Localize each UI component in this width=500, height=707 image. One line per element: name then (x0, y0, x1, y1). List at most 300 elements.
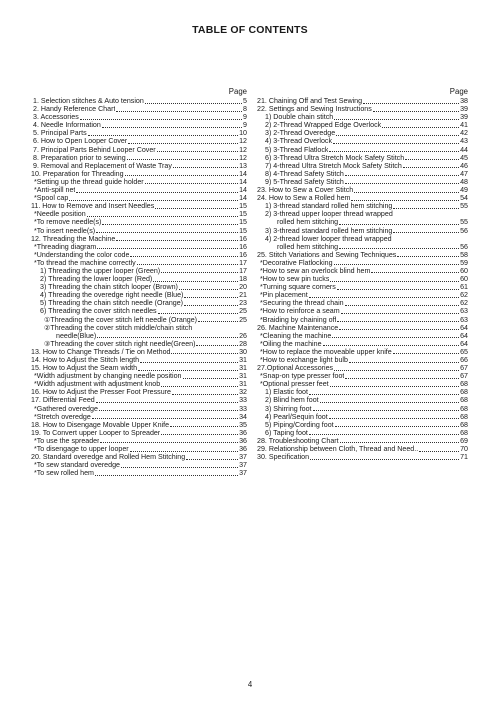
toc-entry (257, 283, 468, 291)
dot-leader (145, 103, 242, 104)
toc-entry-page: 46 (460, 161, 468, 170)
toc-entry (31, 235, 247, 243)
toc-entry (31, 421, 247, 429)
toc-entry (257, 186, 468, 194)
dot-leader (330, 281, 459, 282)
toc-entry-title: 3) Shirring foot (265, 404, 312, 413)
dot-leader (80, 119, 242, 120)
toc-entry-title: *Cleaning the machine (260, 331, 332, 340)
toc-entry (31, 437, 247, 445)
toc-entry-page: 25 (239, 315, 247, 324)
toc-entry-page: 56 (460, 242, 468, 251)
toc-entry-page: 36 (239, 428, 247, 437)
toc-entry-title: 4) 3-Thread Overlock (265, 137, 333, 146)
toc-entry-title: 18. How to Disengage Movable Upper Knife (31, 420, 170, 429)
toc-entry-page: 14 (239, 194, 247, 203)
toc-entry-page: 37 (239, 453, 247, 462)
toc-entry-page: 68 (460, 412, 468, 421)
dot-leader (161, 272, 238, 273)
dot-leader (179, 289, 238, 290)
dot-leader (330, 386, 459, 387)
toc-entry-page: 66 (460, 356, 468, 364)
dot-leader (345, 378, 459, 379)
toc-entry-page: 31 (239, 364, 247, 373)
toc-entry (31, 162, 247, 170)
toc-entry-title: 3) Threading the chain stitch looper (Brown) (40, 283, 178, 292)
toc-entry (31, 316, 247, 324)
toc-entry (31, 348, 247, 356)
toc-entry (257, 405, 468, 413)
toc-entry (257, 113, 468, 121)
toc-entry-title: *How to replace the moveable upper knife (260, 347, 392, 356)
toc-entry-title: *Setting up the thread guide holder (34, 177, 144, 186)
dot-leader (339, 224, 459, 225)
toc-entry-page: 39 (460, 113, 468, 122)
toc-entry-title: 6) Taping foot (265, 428, 308, 437)
toc-entry (31, 121, 247, 129)
dot-leader (184, 305, 238, 306)
toc-entry-page: 10 (239, 129, 247, 138)
dot-leader (157, 151, 238, 152)
toc-entry-page: 56 (460, 226, 468, 235)
toc-entry (31, 372, 247, 380)
toc-entry-title: ①Threading the cover stitch left needle (Orange) (44, 315, 198, 324)
page-column-header: Page (449, 87, 468, 96)
toc-entry-title: *Decorative Flatlocking (260, 258, 333, 267)
dot-leader (309, 297, 459, 298)
toc-entry-page: 26 (239, 331, 247, 340)
toc-entry (31, 113, 247, 121)
dot-leader (102, 224, 238, 225)
dot-leader (397, 256, 459, 257)
toc-entry-title: *Turning square corners (260, 283, 336, 292)
toc-entry-page: 35 (239, 420, 247, 429)
toc-entry-page: 37 (239, 469, 247, 478)
toc-entry-title: rolled hem stitching (277, 218, 339, 227)
toc-entry-page: 58 (460, 250, 468, 259)
dot-leader (329, 418, 459, 419)
dot-leader (349, 362, 459, 363)
toc-entry-page: 36 (239, 445, 247, 454)
toc-entry-title: 20. Standard overedge and Rolled Hem Stitching (31, 453, 186, 462)
toc-entry-title: *To sew rolled hem (34, 469, 94, 478)
dot-leader (363, 103, 459, 104)
toc-entry (257, 356, 468, 364)
dot-leader (345, 175, 459, 176)
toc-entry-title: 8) 4-Thread Safety Stitch (265, 169, 344, 178)
toc-entry-page: 63 (460, 315, 468, 324)
dot-leader (153, 281, 238, 282)
toc-entry-title: 1. Selection stitches & Auto tension (33, 97, 144, 105)
toc-entry (31, 105, 247, 113)
dot-leader (329, 151, 459, 152)
toc-right-list (257, 97, 468, 461)
dot-leader (405, 159, 459, 160)
toc-entry (257, 332, 468, 340)
toc-entry-title: *To disengage to upper looper (34, 445, 129, 454)
toc-entry-page: 17 (239, 266, 247, 275)
toc-entry (257, 380, 468, 388)
dot-leader (145, 183, 238, 184)
toc-entry-page: 15 (239, 210, 247, 219)
toc-entry-page: 31 (239, 380, 247, 389)
toc-entry (31, 218, 247, 226)
toc-entry (31, 154, 247, 162)
toc-entry-page: 16 (239, 242, 247, 251)
toc-entry-title: ②Threading the cover stitch middle/chain stitch (44, 323, 193, 332)
toc-entry-title: 8. Preparation prior to sewing (33, 153, 126, 162)
dot-leader (69, 200, 238, 201)
dot-leader (172, 394, 238, 395)
toc-entry (31, 307, 247, 315)
toc-entry (257, 267, 468, 275)
toc-entry-title: 5) Threading the chain stitch needle (Orange) (40, 299, 184, 308)
toc-entry-page: 48 (460, 177, 468, 186)
toc-entry-page: 68 (460, 420, 468, 429)
dot-leader (393, 208, 459, 209)
toc-entry-page: 43 (460, 137, 468, 146)
toc-entry (31, 243, 247, 251)
toc-entry-page: 70 (460, 445, 468, 454)
toc-entry-title: *Gathered overedge (34, 404, 98, 413)
toc-right-column (257, 86, 468, 461)
toc-entry-title: *To sew standard overedge (34, 461, 120, 470)
toc-entry-page: 55 (460, 218, 468, 227)
toc-entry-title: 22. Settings and Sewing Instructions (257, 105, 372, 114)
toc-entry-title: 17. Differential Feed (31, 396, 95, 405)
dot-leader (373, 111, 459, 112)
toc-entry (31, 299, 247, 307)
dot-leader (138, 370, 238, 371)
toc-entry-page: 39 (460, 105, 468, 114)
toc-entry-page: 59 (460, 258, 468, 267)
dot-leader (351, 200, 459, 201)
toc-entry (31, 186, 247, 194)
dot-leader (403, 167, 459, 168)
page-column-header: Page (228, 87, 247, 96)
toc-entry-page: 55 (460, 202, 468, 211)
toc-entry (31, 429, 247, 437)
toc-entry-title: 1) Double chain stitch (265, 113, 334, 122)
toc-entry (31, 356, 247, 364)
toc-entry-page: 68 (460, 388, 468, 397)
dot-leader (309, 394, 459, 395)
toc-entry (257, 251, 468, 259)
toc-entry-title: 16. How to Adjust the Presser Foot Pressure (31, 388, 171, 397)
dot-leader (97, 248, 238, 249)
toc-entry-page: 38 (460, 97, 468, 105)
dot-leader (310, 459, 459, 460)
toc-entry (31, 340, 247, 348)
toc-entry-page: 21 (239, 291, 247, 300)
dot-leader (309, 434, 459, 435)
toc-entry-title: *Snap-on type presser foot (260, 372, 345, 381)
dot-leader (92, 418, 238, 419)
toc-entry (257, 121, 468, 129)
dot-leader (140, 362, 238, 363)
dot-leader (333, 143, 459, 144)
dot-leader (99, 410, 238, 411)
toc-entry-title: 3) 2-Thread Overedge (265, 129, 336, 138)
toc-entry-title: *Securing the thread chain (260, 299, 344, 308)
toc-entry (31, 405, 247, 413)
toc-entry-page: 68 (460, 404, 468, 413)
toc-entry-title: 3. Accessories (33, 113, 79, 122)
dot-leader (161, 386, 238, 387)
dot-leader (137, 264, 238, 265)
dot-leader (127, 159, 238, 160)
toc-entry (257, 348, 468, 356)
toc-entry (31, 97, 247, 105)
toc-entry-title: rolled hem stitching (277, 242, 339, 251)
toc-entry-title: 2) Blind hem foot (265, 396, 319, 405)
dot-leader (173, 167, 238, 168)
toc-entry (257, 340, 468, 348)
toc-entry-page: 36 (239, 436, 247, 445)
toc-entry-title: 11. How to Remove and Insert Needles (31, 202, 155, 211)
toc-entry (257, 97, 468, 105)
dot-leader (371, 272, 459, 273)
dot-leader (337, 289, 459, 290)
toc-entry-title: *Anti-spill net (34, 186, 76, 195)
toc-entry-page: 33 (239, 396, 247, 405)
dot-leader (198, 321, 238, 322)
toc-entry-page: 12 (239, 153, 247, 162)
toc-entry (257, 243, 468, 251)
dot-leader (341, 313, 459, 314)
toc-entry-title: 4) 2-thread lower looper thread wrapped (265, 234, 392, 243)
dot-leader (158, 313, 239, 314)
dot-leader (116, 240, 238, 241)
toc-left-column (31, 86, 247, 477)
toc-entry-page: 31 (239, 356, 247, 364)
toc-entry-title: 7. Principal Parts Behind Looper Cover (33, 145, 156, 154)
dot-leader (87, 216, 238, 217)
toc-entry-page: 64 (460, 331, 468, 340)
dot-leader (345, 305, 460, 306)
toc-entry-page: 14 (239, 177, 247, 186)
toc-entry (31, 259, 247, 267)
toc-entry-title: 14. How to Adjust the Stitch length (31, 356, 140, 364)
dot-leader (323, 345, 460, 346)
toc-entry (31, 137, 247, 145)
toc-entry-title: *To remove needle(s) (34, 218, 102, 227)
toc-entry (257, 372, 468, 380)
dot-leader (320, 402, 459, 403)
toc-entry-title: 15. How to Adjust the Seam width (31, 364, 138, 373)
toc-entry-page: 34 (239, 412, 247, 421)
dot-leader (184, 297, 238, 298)
toc-entry-title: 1) 3-thread standard rolled hem stitching (265, 202, 393, 211)
dot-leader (334, 119, 459, 120)
toc-entry (257, 178, 468, 186)
dot-leader (393, 232, 459, 233)
dot-leader (161, 434, 238, 435)
toc-entry-title: *Threading diagram (34, 242, 97, 251)
toc-entry (31, 445, 247, 453)
dot-leader (393, 353, 459, 354)
dot-leader (96, 402, 238, 403)
toc-entry-page: 28 (239, 339, 247, 348)
toc-entry (257, 413, 468, 421)
dot-leader (100, 442, 238, 443)
toc-entry-title: 19. To Convert upper Looper to Spreader (31, 428, 161, 437)
toc-entry-title: 1) Threading the upper looper (Green) (40, 266, 161, 275)
dot-leader (336, 135, 459, 136)
dot-leader (340, 442, 459, 443)
toc-entry-page: 9 (243, 121, 247, 130)
dot-leader (102, 127, 242, 128)
toc-entry-title: 4. Needle Information (33, 121, 101, 130)
toc-entry-title: *Understanding the color code (34, 250, 130, 259)
toc-entry-title: 27.Optional Accessories (257, 364, 334, 373)
toc-entry-title: *Optional presser feet (260, 380, 329, 389)
toc-entry (257, 307, 468, 315)
dot-leader (171, 353, 238, 354)
dot-leader (332, 337, 459, 338)
toc-entry-title: 6. How to Open Looper Cover (33, 137, 128, 146)
toc-entry-page: 60 (460, 266, 468, 275)
toc-entry-page: 18 (239, 275, 247, 284)
toc-entry-title: *Spool cap (34, 194, 69, 203)
toc-entry (257, 105, 468, 113)
toc-entry-page: 45 (460, 153, 468, 162)
toc-entry-page: 63 (460, 307, 468, 316)
dot-leader (419, 451, 459, 452)
toc-entry-title: 26. Machine Maintenance (257, 323, 339, 332)
dot-leader (97, 337, 238, 338)
dot-leader (196, 345, 238, 346)
toc-entry (257, 154, 468, 162)
toc-entry-page: 68 (460, 428, 468, 437)
toc-entry-page: 23 (239, 299, 247, 308)
toc-entry-page: 32 (239, 388, 247, 397)
dot-leader (96, 232, 238, 233)
toc-entry (31, 210, 247, 218)
toc-entry (257, 453, 468, 461)
toc-entry-page: 31 (239, 372, 247, 381)
toc-entry-title: *How to reinforce a seam (260, 307, 340, 316)
toc-entry-title: *To use the spreader (34, 436, 100, 445)
dot-leader (313, 410, 460, 411)
toc-entry (31, 251, 247, 259)
toc-entry-page: 15 (239, 226, 247, 235)
dot-leader (76, 192, 238, 193)
toc-entry-title: 21. Chaining Off and Test Sewing (257, 97, 363, 105)
toc-entry-page: 20 (239, 283, 247, 292)
toc-entry (31, 461, 247, 469)
dot-leader (170, 426, 238, 427)
toc-entry (31, 267, 247, 275)
dot-leader (183, 378, 239, 379)
dot-leader (382, 127, 459, 128)
toc-entry-title: *How to exchange light bulb (260, 356, 348, 364)
toc-entry (257, 275, 468, 283)
dot-leader (337, 321, 459, 322)
toc-entry-title: 12. Threading the Machine (31, 234, 116, 243)
toc-entry-page: 64 (460, 339, 468, 348)
toc-entry-title: 30. Specification (257, 453, 310, 462)
toc-entry (31, 283, 247, 291)
toc-entry-title: 5) 3-Thread Flatlock (265, 145, 329, 154)
toc-entry-title: 29. Relationship between Cloth, Thread and Need.. (257, 445, 419, 454)
toc-entry-title: *Needle position (34, 210, 86, 219)
toc-entry-page: 15 (239, 202, 247, 211)
toc-entry (31, 227, 247, 235)
toc-entry (257, 388, 468, 396)
toc-entry (31, 194, 247, 202)
toc-entry-page: 65 (460, 347, 468, 356)
toc-entry-title: 5. Principal Parts (33, 129, 87, 138)
dot-leader (128, 143, 238, 144)
toc-entry-page: 12 (239, 137, 247, 146)
toc-entry-page: 61 (460, 283, 468, 292)
dot-leader (121, 467, 238, 468)
toc-entry (31, 396, 247, 404)
dot-leader (334, 370, 459, 371)
toc-entry-title: 1) Elastic foot (265, 388, 308, 397)
toc-entry-title: 2) 3-thread upper looper thread wrapped (265, 210, 393, 219)
toc-entry (257, 137, 468, 145)
toc-entry-page: 60 (460, 275, 468, 284)
toc-entry-title: *To insert needle(s) (34, 226, 96, 235)
toc-entry (257, 210, 468, 218)
toc-entry-page: 16 (239, 250, 247, 259)
toc-entry (31, 364, 247, 372)
toc-entry-title: 28. Troubleshooting Chart (257, 436, 339, 445)
toc-entry (31, 388, 247, 396)
toc-entry (257, 259, 468, 267)
toc-entry-title: 7) 4-thread Ultra Stretch Mock Safety Stitch (265, 161, 402, 170)
toc-entry (257, 445, 468, 453)
toc-entry-page: 62 (460, 299, 468, 308)
toc-entry-title: 2. Handy Reference Chart (33, 105, 116, 114)
toc-entry (31, 202, 247, 210)
dot-leader (130, 451, 238, 452)
toc-entry-title: 5) Piping/Cording foot (265, 420, 334, 429)
dot-leader (335, 426, 459, 427)
toc-entry (31, 291, 247, 299)
toc-entry (257, 202, 468, 210)
toc-entry-page: 13 (239, 161, 247, 170)
toc-entry (257, 364, 468, 372)
toc-entry (257, 129, 468, 137)
toc-entry (257, 316, 468, 324)
toc-entry (257, 218, 468, 226)
toc-entry-title: *Braiding by chaining off (260, 315, 337, 324)
toc-entry-title: *Oiling the machine (260, 339, 322, 348)
toc-entry (31, 469, 247, 477)
toc-entry-page: 14 (239, 169, 247, 178)
toc-entry-title: 6) Threading the cover stitch needles (40, 307, 157, 316)
dot-leader (155, 208, 238, 209)
toc-entry-title: 9. Removal and Replacement of Waste Tray (33, 161, 172, 170)
dot-leader (339, 248, 459, 249)
toc-entry (31, 380, 247, 388)
toc-entry-page: 71 (460, 453, 468, 462)
dot-leader (334, 264, 460, 265)
toc-entry (257, 291, 468, 299)
toc-entry (257, 429, 468, 437)
dot-leader (95, 475, 238, 476)
dot-leader (125, 175, 239, 176)
toc-entry-title: *Width adjustment with adjustment knob (34, 380, 161, 389)
toc-entry-title: *Width adjustment by changing needle position (34, 372, 182, 381)
toc-entry-page: 33 (239, 404, 247, 413)
dot-leader (339, 329, 459, 330)
toc-entry (257, 194, 468, 202)
toc-entry (257, 146, 468, 154)
